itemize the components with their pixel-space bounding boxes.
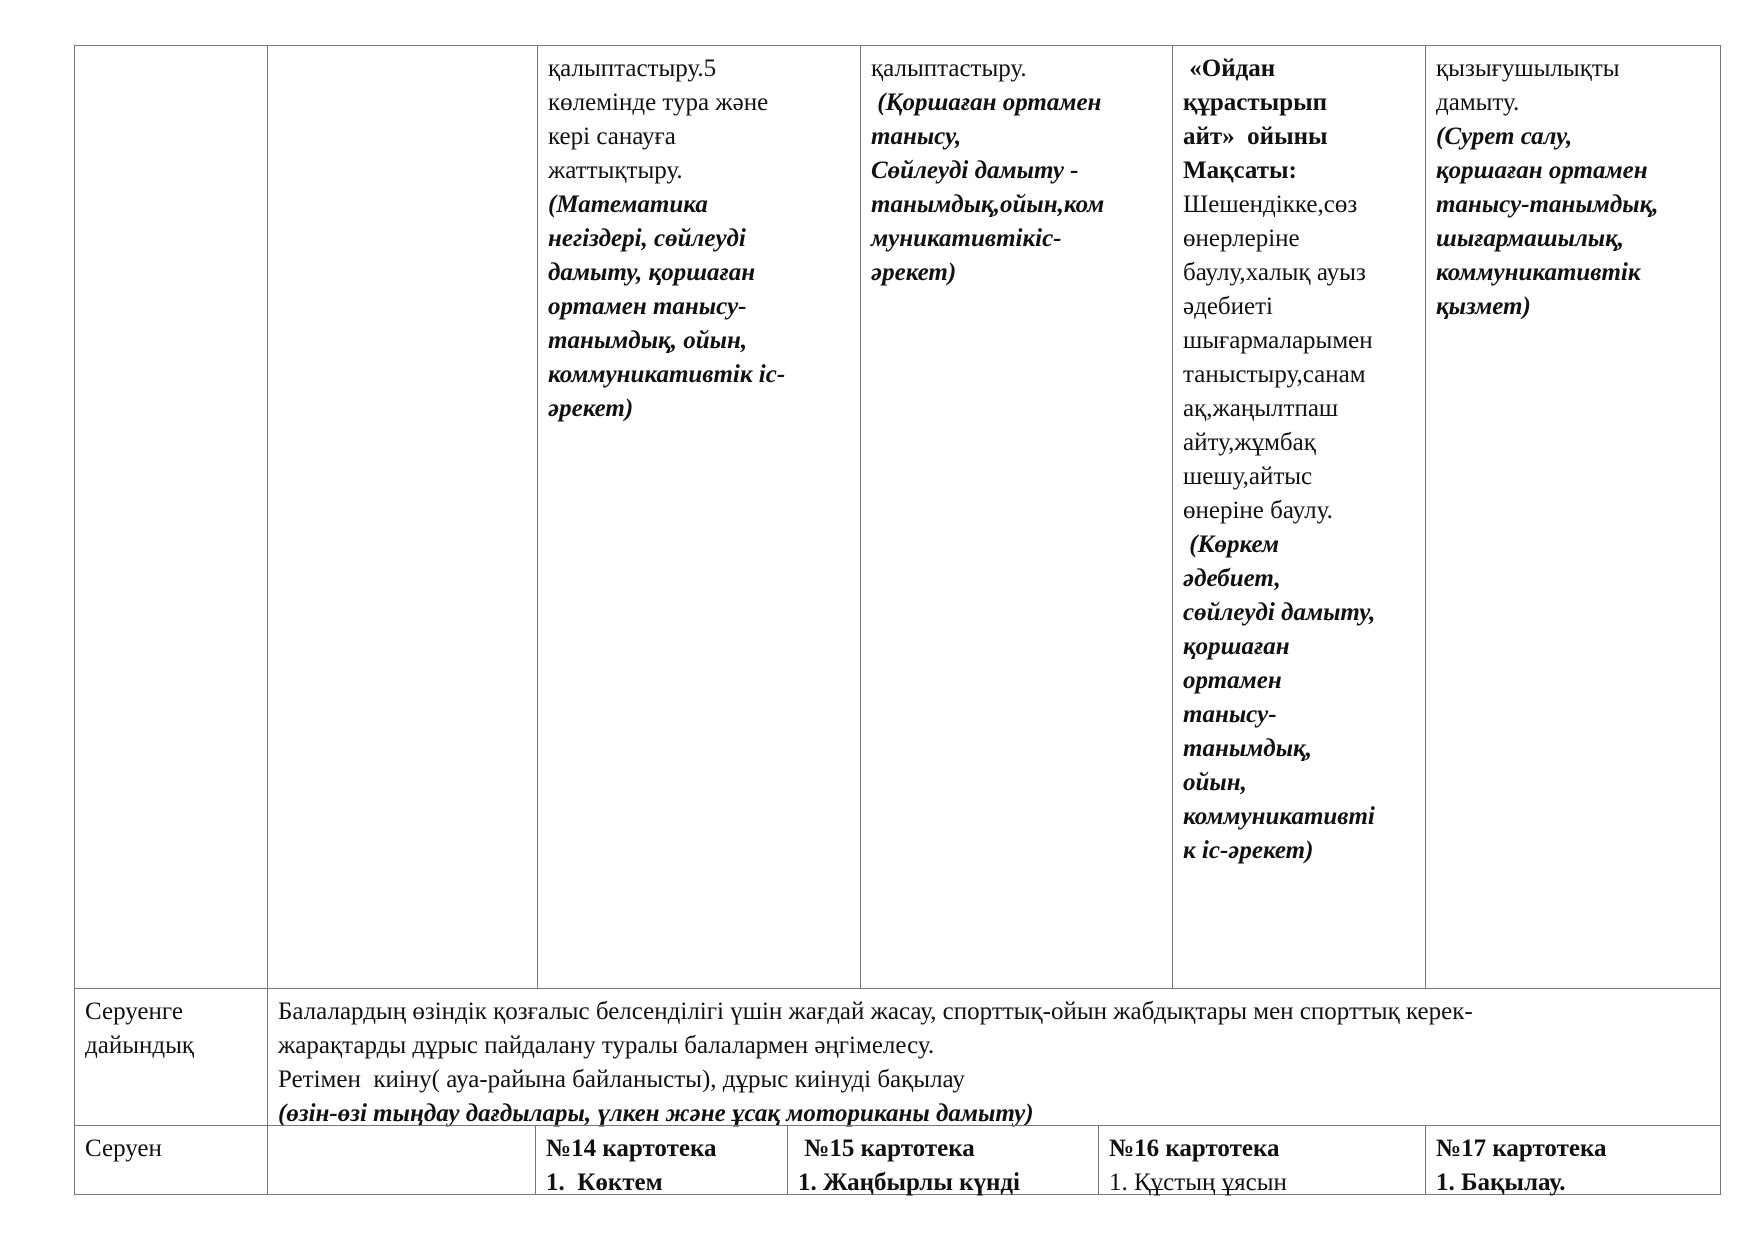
text-line: сөйлеуді дамыту, xyxy=(1183,599,1376,626)
text-line: дайындық xyxy=(85,1032,195,1059)
text-line: муникативтікіс- xyxy=(871,225,1062,252)
text-line: (өзін-өзі тыңдау дағдылары, үлкен және ұсақ моториканы дамыту) xyxy=(278,1100,1034,1127)
text-line: (Математика xyxy=(548,191,708,218)
text-line: коммуникативті xyxy=(1183,803,1375,830)
text-line: қоршаған ортамен xyxy=(1436,157,1648,184)
row1-col6-cell xyxy=(1425,45,1721,988)
text-line: ортамен танысу- xyxy=(548,293,747,320)
text-line: (Көркем xyxy=(1183,531,1280,558)
text-line: к іс-әрекет) xyxy=(1183,837,1314,864)
text-line: әрекет) xyxy=(548,395,634,422)
text-line: айт» ойыны xyxy=(1183,123,1328,150)
row1-col5-cell xyxy=(1172,45,1425,988)
text-line: Сөйлеуді дамыту - xyxy=(871,157,1079,184)
text-line: өнеріне баулу. xyxy=(1183,497,1333,524)
text-line: №16 картотека xyxy=(1109,1135,1280,1162)
text-line: әдебиет, xyxy=(1183,565,1281,592)
row3-col6-cell xyxy=(1425,1125,1721,1195)
text-line: Серуенге xyxy=(85,998,183,1025)
text-line: коммуникативтік xyxy=(1436,259,1641,286)
text-line: жаттықтыру. xyxy=(548,157,683,184)
text-line: ойын, xyxy=(1183,769,1247,796)
text-line: (Сурет салу, xyxy=(1436,123,1573,150)
row2-content-cell xyxy=(267,988,1721,1125)
text-line: танымдық, ойын, xyxy=(548,327,748,354)
row3-label: Серуен xyxy=(85,1135,162,1162)
text-line: танымдық, xyxy=(1183,735,1312,762)
text-line: қызығушылықты xyxy=(1436,55,1620,82)
text-line: танысу, xyxy=(871,123,962,150)
row3-col5-cell xyxy=(1098,1125,1425,1195)
text-line: дамыту. xyxy=(1436,89,1520,116)
row3-col2-cell xyxy=(267,1125,535,1195)
row2-label-cell xyxy=(74,988,267,1125)
text-line: №15 картотека xyxy=(798,1135,975,1162)
text-line: шығармашылық, xyxy=(1436,225,1625,252)
text-line: шешу,айтыс xyxy=(1183,463,1313,490)
row1-col1-cell xyxy=(74,45,267,988)
text-line: танымдық,ойын,ком xyxy=(871,191,1105,218)
text-line: ақ,жаңылтпаш xyxy=(1183,395,1339,422)
text-line: №17 картотека xyxy=(1436,1135,1607,1162)
text-line: әдебиеті xyxy=(1183,293,1273,320)
text-line: негіздері, сөйлеуді xyxy=(548,225,746,252)
text-line: танысу-танымдық, xyxy=(1436,191,1659,218)
text-line: 1. Көктем xyxy=(546,1169,663,1196)
text-line: 1. Бақылау. xyxy=(1436,1169,1566,1196)
text-line: танысу- xyxy=(1183,701,1277,728)
row3-col4-cell xyxy=(787,1125,1098,1195)
text-line: кері санауға xyxy=(548,123,676,150)
text-line: коммуникативтік іс- xyxy=(548,361,786,388)
text-line: қызмет) xyxy=(1436,293,1531,320)
text-line: құрастырып xyxy=(1183,89,1328,116)
text-line: дамыту, қоршаған xyxy=(548,259,756,286)
row1-col3-cell xyxy=(537,45,860,988)
text-line: Балалардың өзіндік қозғалыс белсенділігі үшін жағдай жасау, спорттық-ойын жабдықтары мен спорттық керек- xyxy=(278,998,1473,1025)
row3-label-cell xyxy=(74,1125,267,1195)
text-line: ортамен xyxy=(1183,667,1282,694)
text-line: Шешендікке,сөз xyxy=(1183,191,1358,218)
text-line: қалыптастыру.5 xyxy=(548,55,717,82)
text-line: Ретімен киіну( ауа-райына байланысты), дұрыс киінуді бақылау xyxy=(278,1066,965,1093)
text-line: көлемінде тура және xyxy=(548,89,769,116)
text-line: баулу,халық ауыз xyxy=(1183,259,1366,286)
row1-col4-cell xyxy=(860,45,1172,988)
text-line: қоршаған xyxy=(1183,633,1290,660)
text-line: шығармаларымен xyxy=(1183,327,1373,354)
text-line: Мақсаты: xyxy=(1183,157,1297,184)
text-line: айту,жұмбақ xyxy=(1183,429,1316,456)
text-line: әрекет) xyxy=(871,259,957,286)
text-line: (Қоршаған ортамен xyxy=(871,89,1102,116)
text-line: №14 картотека xyxy=(546,1135,717,1162)
row3-col3-cell xyxy=(535,1125,787,1195)
text-line: «Ойдан xyxy=(1183,55,1276,82)
text-line: қалыптастыру. xyxy=(871,55,1027,82)
text-line: 1. Құстың ұясын xyxy=(1109,1169,1287,1196)
text-line: өнерлеріне xyxy=(1183,225,1300,252)
text-line: жарақтарды дұрыс пайдалану туралы балалармен әңгімелесу. xyxy=(278,1032,935,1059)
text-line: 1. Жаңбырлы күнді xyxy=(798,1169,1020,1196)
text-line: таныстыру,санам xyxy=(1183,361,1366,388)
row1-col2-cell xyxy=(267,45,537,988)
